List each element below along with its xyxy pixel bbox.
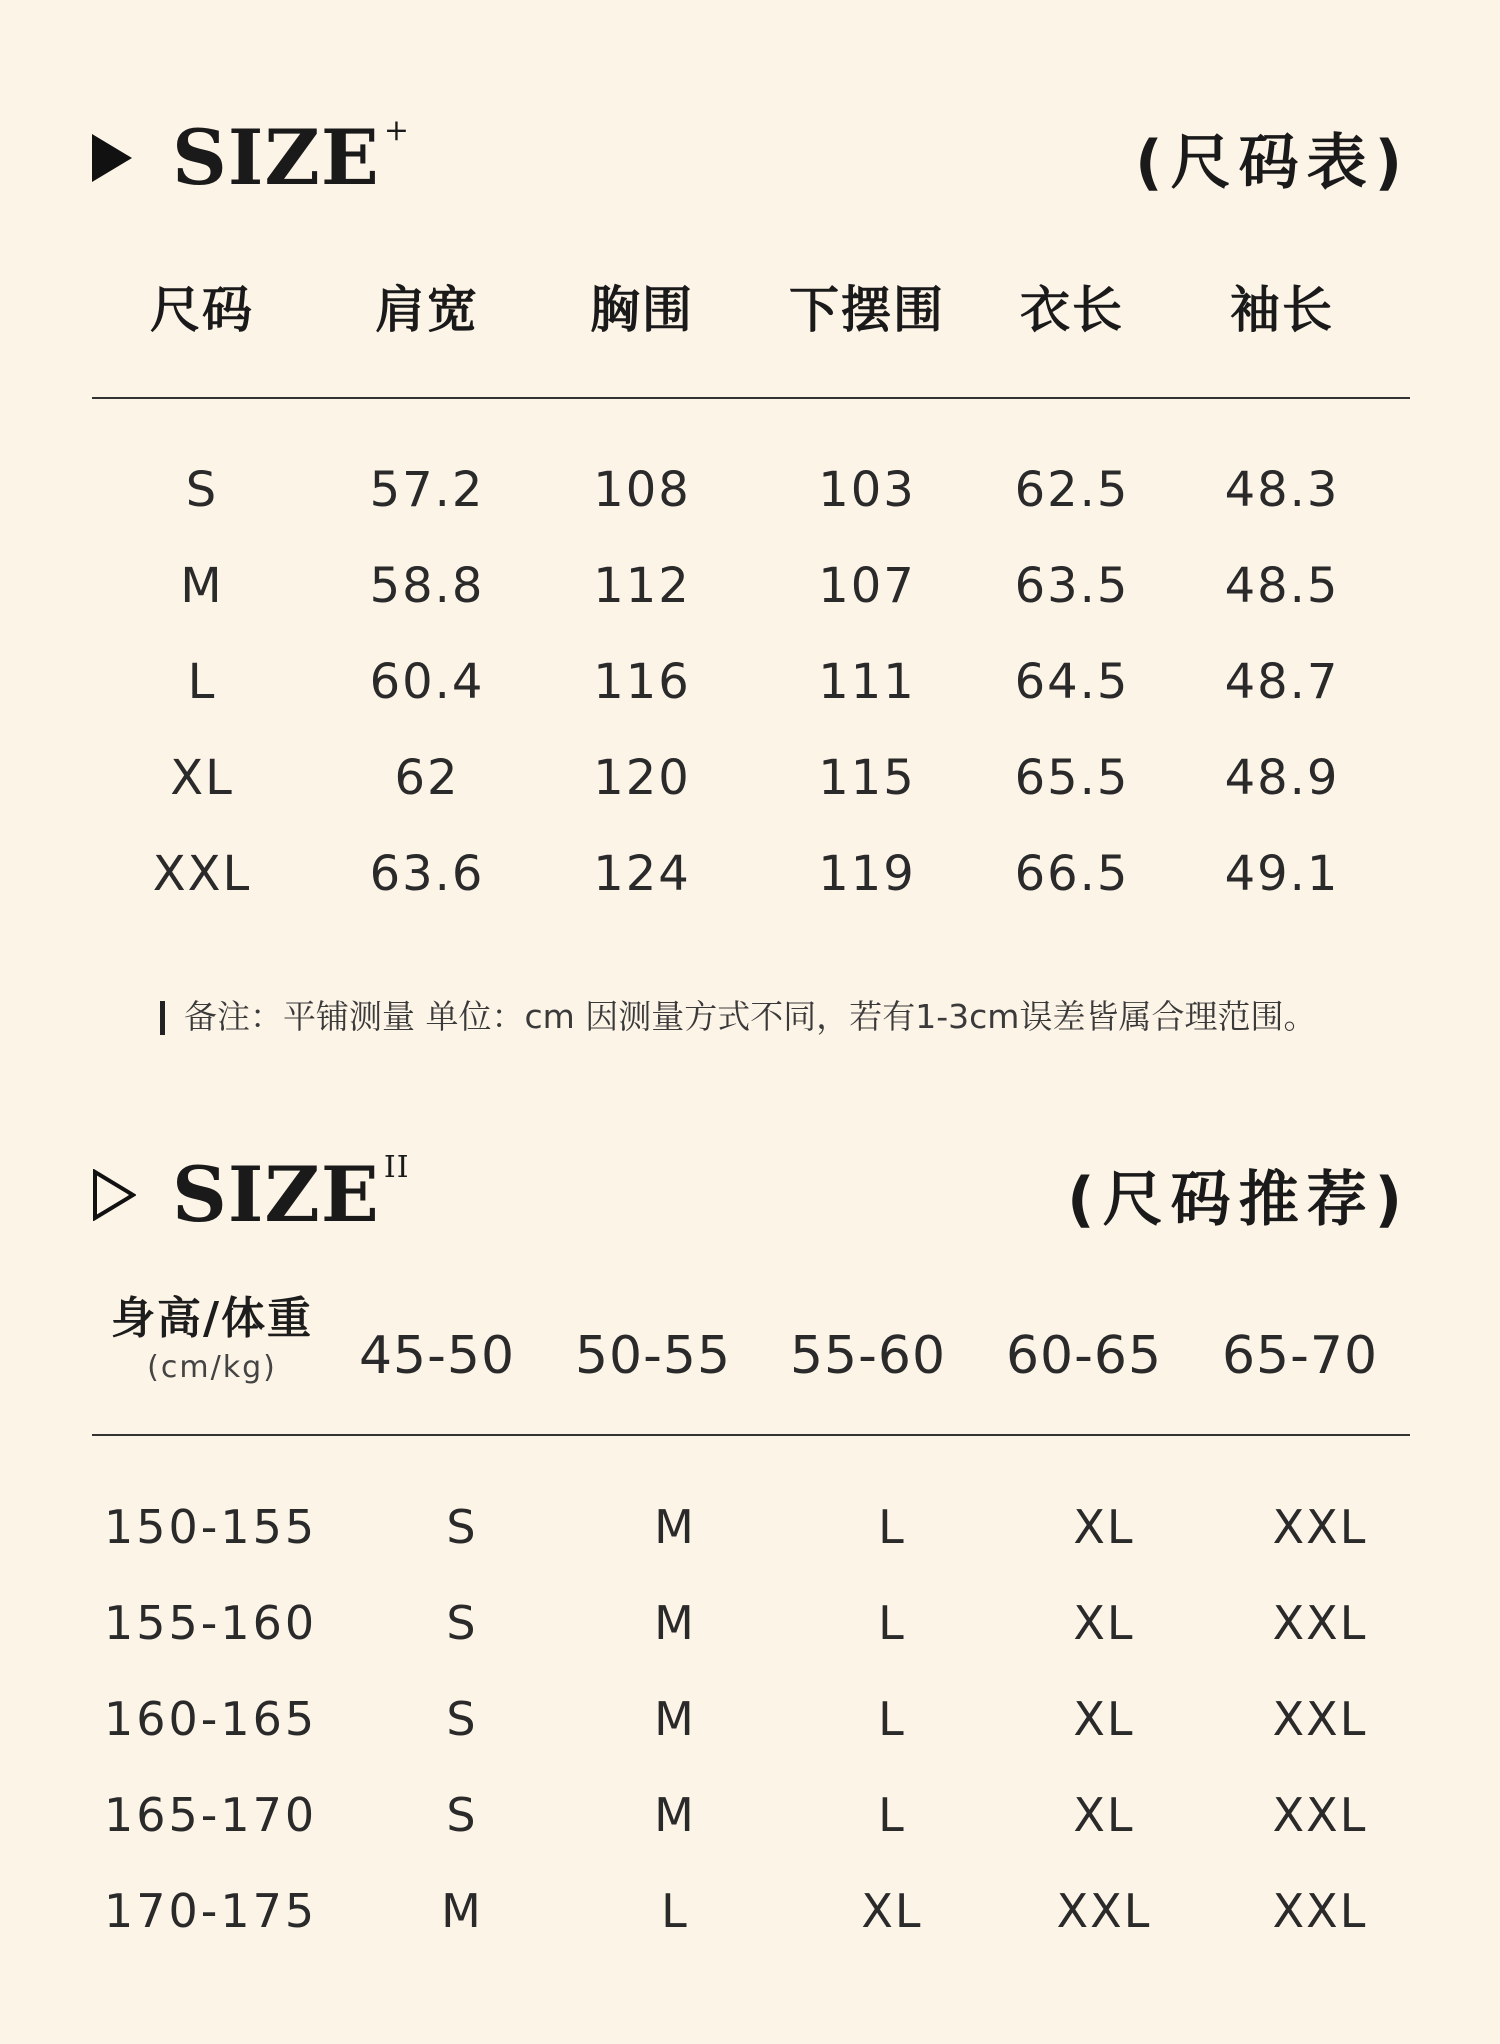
chest-cell: 120 [593,750,691,806]
length-cell: 62.5 [1014,462,1130,518]
height-cell: 160-165 [104,1692,318,1746]
recommend-table-body [92,1479,1410,1959]
table-divider [92,397,1410,399]
sleeve-cell: 48.5 [1224,558,1340,614]
size-cell: S [446,1596,478,1650]
table-row [92,1767,1410,1863]
height-weight-unit: (cm/kg) [147,1350,277,1385]
hem-cell: 111 [818,654,916,710]
size-cell: XXL [1272,1788,1368,1842]
size-table-header [92,262,1410,358]
table-row [92,1575,1410,1671]
height-cell: 150-155 [104,1500,318,1554]
note-text: 备注：平铺测量 单位：cm 因测量方式不同，若有1-3cm误差皆属合理范围。 [184,997,1317,1036]
size-cell: XXL [1272,1884,1368,1938]
size-cell: M [180,558,224,614]
shoulder-cell: 57.2 [369,462,485,518]
size-cell: XXL [1056,1884,1152,1938]
weight-header: 65-70 [1221,1326,1379,1386]
size-cell: XL [1073,1788,1135,1842]
length-cell: 65.5 [1014,750,1130,806]
height-weight-label [92,1290,332,1388]
height-weight-title: 身高/体重 [110,1293,314,1344]
shoulder-cell: 60.4 [369,654,485,710]
chest-cell: 112 [593,558,691,614]
size-cell: XXL [152,846,252,902]
sleeve-cell: 48.3 [1224,462,1340,518]
sleeve-cell: 49.1 [1224,846,1340,902]
size-cell: L [661,1884,689,1938]
size-cell: L [878,1500,906,1554]
height-cell: 170-175 [104,1884,318,1938]
shoulder-cell: 62 [394,750,460,806]
chest-cell: 108 [593,462,691,518]
size-cell: S [185,462,219,518]
table-row [92,1671,1410,1767]
size-roman-mark: II [383,1150,410,1185]
length-cell: 64.5 [1014,654,1130,710]
length-cell: 66.5 [1014,846,1130,902]
size-cell: M [654,1596,696,1650]
size-plus-mark: + [383,113,410,148]
size-cell: XL [861,1884,923,1938]
note-bar [160,1001,165,1035]
size-recommend-title: (尺码推荐) [1067,1165,1410,1235]
size-cell: S [446,1692,478,1746]
hem-cell: 119 [818,846,916,902]
size-table-body [92,442,1410,922]
weight-header: 50-55 [574,1326,732,1386]
weight-header: 55-60 [789,1326,947,1386]
header-chest: 胸围 [590,281,694,339]
table-row [92,538,1410,634]
size-heading: SIZE + [172,113,410,202]
sleeve-cell: 48.9 [1224,750,1340,806]
size-cell: L [878,1788,906,1842]
outline-triangle-icon [92,1169,136,1221]
table-row [92,634,1410,730]
size-cell: XL [1073,1692,1135,1746]
table-row [92,826,1410,922]
sleeve-cell: 48.7 [1224,654,1340,710]
table-divider [92,1434,1410,1436]
size-chart-header [92,108,1410,208]
table-row [92,730,1410,826]
shoulder-cell: 58.8 [369,558,485,614]
size-cell: M [441,1884,483,1938]
hem-cell: 107 [818,558,916,614]
header-size: 尺码 [150,281,254,339]
size-cell: XXL [1272,1596,1368,1650]
size-heading-two: SIZE $^{II}$ [172,1150,410,1239]
chest-cell: 124 [593,846,691,902]
size-cell: XL [1073,1596,1135,1650]
size-cell: M [654,1788,696,1842]
size-cell: XL [1073,1500,1135,1554]
header-length: 衣长 [1020,281,1124,339]
size-chart-title: (尺码表) [1135,128,1410,198]
weight-header: 60-65 [1005,1326,1163,1386]
recommend-table-header [92,1290,1410,1410]
size-cell: XXL [1272,1500,1368,1554]
size-cell: XXL [1272,1692,1368,1746]
hem-cell: 103 [818,462,916,518]
size-cell: L [878,1596,906,1650]
length-cell: 63.5 [1014,558,1130,614]
size-cell: L [187,654,217,710]
table-row [92,1479,1410,1575]
size-cell: L [878,1692,906,1746]
chest-cell: 116 [593,654,691,710]
size-cell: M [654,1692,696,1746]
header-hem: 下摆围 [789,281,945,339]
height-cell: 165-170 [104,1788,318,1842]
table-row [92,442,1410,538]
header-shoulder: 肩宽 [375,281,479,339]
header-sleeve: 袖长 [1230,281,1334,339]
size-cell: XL [170,750,234,806]
size-cell: S [446,1788,478,1842]
hem-cell: 115 [818,750,916,806]
shoulder-cell: 63.6 [369,846,485,902]
size-cell: M [654,1500,696,1554]
height-cell: 155-160 [104,1596,318,1650]
weight-header: 45-50 [358,1326,516,1386]
play-triangle-icon [92,134,132,182]
size-cell: S [446,1500,478,1554]
size-recommend-header [92,1145,1410,1245]
table-row [92,1863,1410,1959]
